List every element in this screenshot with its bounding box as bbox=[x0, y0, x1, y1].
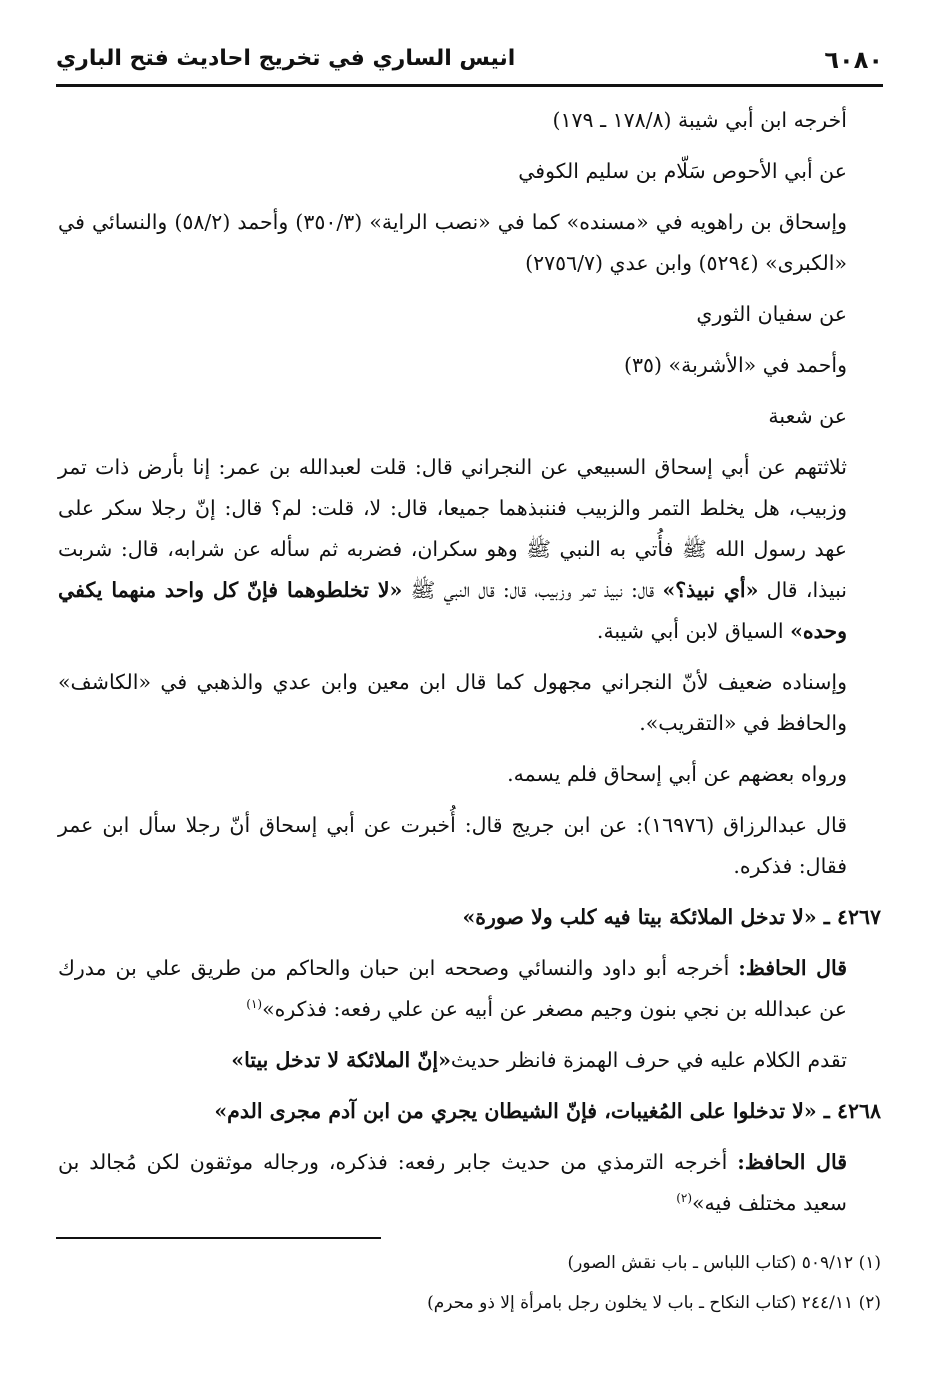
page-number: ٦٠٨٠ bbox=[824, 46, 883, 74]
footnote-item: (١) ٥٠٩/١٢ (كتاب اللباس ـ باب نقش الصور) bbox=[567, 1253, 881, 1273]
paragraph: وأحمد في «الأشربة» (٣٥) bbox=[624, 353, 847, 377]
paragraph: ورواه بعضهم عن أبي إسحاق فلم يسمه. bbox=[507, 762, 847, 786]
hadith-paragraph bbox=[58, 447, 881, 652]
footnotes bbox=[58, 1243, 881, 1323]
paragraph: أخرجه ابن أبي شيبة (١٧٨/٨ ـ ١٧٩) bbox=[552, 108, 847, 132]
paragraph: وإسحاق بن راهويه في «مسنده» كما في «نصب الراية» (٣٥٠/٣) وأحمد (٥٨/٢) والنسائي في «الكبرى» (٥٢٩٤) وابن عدي (٢٧٥٦/٧) bbox=[58, 210, 847, 275]
paragraph: عن سفيان الثوري bbox=[696, 302, 847, 326]
quote-bold: «أي نبيذ؟» bbox=[662, 578, 759, 602]
text-run: أخرجه أبو داود والنسائي وصححه ابن حبان والحاكم من طريق علي بن مدرك عن عبدالله بن نجي بنون وجيم مصغر عن أبيه عن علي رفعه: فذكره» bbox=[58, 956, 847, 1021]
text-run: قال: نبيذ تمر وزبيب، قال: قال النبي ﷺ bbox=[402, 578, 663, 602]
quote-bold: «لا تخلطوهما فإنّ كل واحد منهما يكفي وحده» bbox=[58, 578, 847, 643]
page-header bbox=[56, 32, 883, 87]
footnote-item: (٢) ٢٤٤/١١ (كتاب النكاح ـ باب لا يخلون رجل بامرأة إلا ذو محرم) bbox=[427, 1293, 881, 1313]
book-title: انيس الساري في تخريج احاديث فتح الباري bbox=[56, 46, 516, 71]
hadith-heading: ٤٢٦٨ ـ «لا تدخلوا على المُغيبات، فإنّ الشيطان يجري من ابن آدم مجرى الدم» bbox=[214, 1099, 881, 1123]
commentary-paragraph bbox=[58, 1142, 881, 1224]
paragraph bbox=[58, 1040, 881, 1081]
text-run: السياق لابن أبي شيبة. bbox=[596, 619, 791, 643]
text-run: تقدم الكلام عليه في حرف الهمزة فانظر حديث bbox=[450, 1048, 847, 1072]
paragraph: قال عبدالرزاق (١٦٩٧٦): عن ابن جريج قال: أُخبرت عن أبي إسحاق أنّ رجلا سأل ابن عمر فقال: فذكره. bbox=[58, 813, 847, 878]
footnote-ref: (٢) bbox=[676, 1191, 693, 1206]
label-bold: قال الحافظ: bbox=[737, 1150, 847, 1174]
hadith-heading: ٤٢٦٧ ـ «لا تدخل الملائكة بيتا فيه كلب ولا صورة» bbox=[462, 905, 881, 929]
paragraph: عن شعبة bbox=[768, 404, 847, 428]
text-run: أخرجه الترمذي من حديث جابر رفعه: فذكره، ورجاله موثقون لكن مُجالد بن سعيد مختلف فيه» bbox=[58, 1150, 847, 1215]
paragraph: عن أبي الأحوص سَلّام بن سليم الكوفي bbox=[518, 159, 847, 183]
text-run: ثلاثتهم عن أبي إسحاق السبيعي عن النجراني قال: قلت لعبدالله بن عمر: إنا بأرض ذات تمر وزبيب، هل يخلط التمر والزبيب فننبذهما جميعا، قال: لا، قلت: لم؟ قال: إنّ رجلا سكر على عهد رسول الله ﷺ فأُتي به النبي ﷺ وهو سكران، فضربه ثم سأله عن شرابه، قال: شربت نبيذا، قال bbox=[58, 455, 848, 602]
footnote-divider bbox=[56, 1237, 381, 1239]
paragraph: وإسناده ضعيف لأنّ النجراني مجهول كما قال ابن معين وابن عدي والذهبي في «الكاشف» والحافظ في «التقريب». bbox=[58, 670, 847, 735]
label-bold: قال الحافظ: bbox=[738, 956, 848, 980]
commentary-paragraph bbox=[58, 948, 881, 1030]
page-body bbox=[58, 100, 881, 1234]
footnote-ref: (١) bbox=[246, 997, 263, 1012]
quote-bold: «إنّ الملائكة لا تدخل بيتا» bbox=[231, 1048, 451, 1072]
